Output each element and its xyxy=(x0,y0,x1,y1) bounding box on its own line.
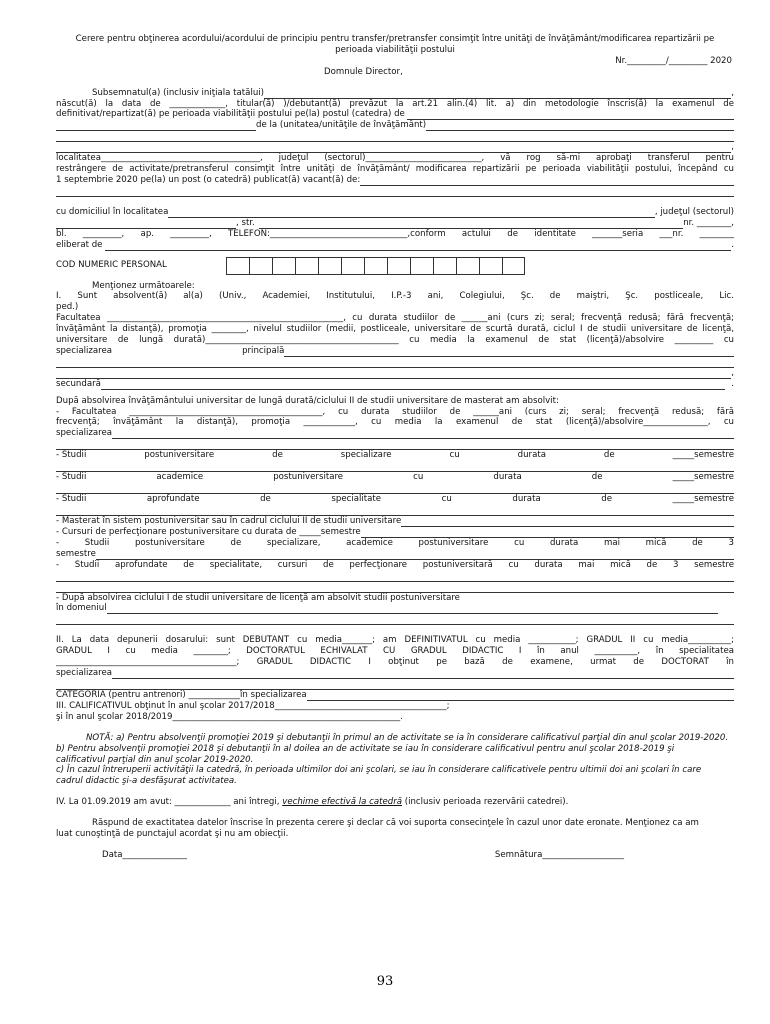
contact-line: bl. _________, ap. _________, TELEFON:________________________________,conform actului de identitate _______seria ___nr. ________ xyxy=(56,228,734,239)
note-c: c) În cazul întreruperii activităţii la catedră, în perioada ultimilor doi ani şcolari, se iau în considerare calificativele pentru ultimii doi ani şcolari în care xyxy=(56,765,702,776)
page-number: 93 xyxy=(376,974,394,989)
blank-line[interactable] xyxy=(56,357,734,368)
date-field[interactable]: Data_______________ xyxy=(102,849,187,860)
faculty-line-2: învăţământ la distanţă), promoţia ________, nivelul studiilor (medii, postliceale, universitare de scurtă durată, ciclul I de studii universitare de licenţă, xyxy=(56,324,734,335)
master-system-field[interactable] xyxy=(401,517,734,527)
domicile-county-field[interactable] xyxy=(56,219,236,229)
grades-line: II. La data depunerii dosarului: sunt DEBUTANT cu media_______; am DEFINITIVATUL cu media ___________; GRADUL II cu media__________; xyxy=(56,635,734,646)
domicile-locality-label: cu domiciliul în localitatea xyxy=(56,206,169,217)
masters-specialization-label: specializarea xyxy=(56,428,113,439)
blank-line[interactable] xyxy=(56,614,734,625)
postgraduate-line-end: semestre xyxy=(56,548,96,559)
vacancy-field[interactable] xyxy=(360,176,734,186)
birth-date-line: născut(ă) la data de _____________, titular(ă) )/debutant(ă) prevăzut la art.21 alin.(4) lit. a) din metodologie înscris(ă) la examenul de xyxy=(56,98,734,109)
blank-line[interactable] xyxy=(56,186,734,197)
cnp-digit-box[interactable] xyxy=(249,257,272,275)
school-field[interactable] xyxy=(426,121,734,131)
improvement-courses-field[interactable] xyxy=(361,528,734,538)
post-field[interactable] xyxy=(407,110,734,120)
blank-line[interactable] xyxy=(56,571,734,582)
cnp-digit-box[interactable] xyxy=(387,257,410,275)
start-date-line: 1 septembrie 2020 pe(la) un post (o catedră) publicat(ă) vacant(ă) de: xyxy=(56,174,361,185)
cnp-digit-box[interactable] xyxy=(433,257,456,275)
declaration-line: Răspund de exactitatea datelor înscrise în prezenta cerere şi declar că voi suporta consecinţele în cazul unor date eronate. Menţionez ca am xyxy=(92,818,699,829)
coach-category-field[interactable] xyxy=(307,691,734,701)
masters-faculty-line: - Facultatea _____________________________________________, cu durata studiilor de ______ani (curs zi; seral; frecvenţă redusă; fără xyxy=(56,406,734,417)
grades-specialization-field[interactable] xyxy=(112,669,734,679)
full-name-label: Subsemnatul(a) (inclusiv iniţiala tatălui) xyxy=(92,87,265,98)
grades-line-3: __________________________________________; GRADUL DIDACTIC I obţinut pe bază de examene, urmat de DOCTORAT în xyxy=(56,657,734,668)
school-label: de la (unitatea/unităţile de învăţământ) xyxy=(256,120,427,131)
cnp-digit-box[interactable] xyxy=(295,257,318,275)
specialization-label: specializarea xyxy=(56,345,113,356)
faculty-line-3: universitare de lungă durată)_____________________________________________ cu media la examenul de stat (licenţă)/absolvire _________ cu xyxy=(56,335,734,346)
cnp-digit-box[interactable] xyxy=(341,257,364,275)
seniority-line: IV. La 01.09.2019 am avut: _____________ ani întregi, vechime efectivă la catedră (inclusiv perioada rezervării catedrei). xyxy=(56,797,569,808)
note-b-end: calificativul parţial din anul şcolar 2019-2020. xyxy=(56,754,254,765)
full-name-field[interactable] xyxy=(264,89,731,99)
domicile-locality-field[interactable] xyxy=(168,208,654,218)
locality-line: localitatea_____________________________________, judeţul (sectorul)___________________________, vă rog să-mi aprobaţi transferul pentru xyxy=(56,153,734,164)
blank-line[interactable] xyxy=(56,461,734,472)
rating-2018-line: şi în anul şcolar 2018/2019_____________________________________________________. xyxy=(56,711,403,722)
grades-line-2: GRADUL I cu media ________; DOCTORATUL ECHIVALAT CU GRADUL DIDACTIC I în anul __________, în specialitatea xyxy=(56,646,734,657)
application-form: Cerere pentru obţinerea acordului/acordului de principiu pentru transfer/pretransfer consimţit între unităţi de învăţământ/modificarea repartizării pe perioada viabilităţii postului Nr._________/_________ 2020 Domnule Director, Subsemnatul(a) (inclusiv iniţiala tatălui) , născut(ă) la data de _____________, titular(ă) )/debutant(ă) prevăzut la art.21 alin.(4) lit. a) din metodologie înscris(ă) la examenul de definitivat/repartizat(ă) pe perioada viabilităţii postului pe(la) postul (catedra) de de la (unitatea/unităţile de învăţământ) , localitatea_____________________________________, judeţul (sectorul)___________________________, vă rog să-mi aprobaţi transferul pentru restrângere de activitate/pretransferul consimţit între unităţi de învăţământ/ modificarea repartizării pe perioada viabilităţii postului, începând cu 1 septembrie 2020 pe(la) un post (o catedră) publicat(ă) vacant(ă) de: cu domiciliul în localitatea , judeţul (sectorul) , str. nr. ________, bl. _________, ap. _________, TELEFON:________________________________,conform actului de identitate _______seria ___nr. ________ eliberat de . COD NUMERIC PERSONAL Menţionez următoarele: I. Sunt absolvent(ă) al(a) (Univ., Academiei, Institutului, I.P.-3 ani, Colegiului, Şc. de maiştri, Şc. postliceale, Lic. ped.) Facultatea _______________________________________________________, cu durata studiilor de ______ani (curs zi; seral; frecvenţă redusă; fără frecvenţă; învăţământ la distanţă), promoţia ________, nivelul studiilor (medii, postliceale, universitare de scurtă durată, ciclul I de studii universitare de licenţă, universitare de lungă durată)_____________________________________________ cu media la examenul de stat (licenţă)/absolvire _________ cu specializarea principală , secundară . După absolvirea învăţământului universitar de lungă durată/ciclului II de studii universitare de masterat am absolvit: - Facultatea _____________________________________________, cu durata studiilor de ______ani (curs zi; seral; frecvenţă redusă; fără frecvenţă; învăţământ la distanţă), promoţia ____________, cu media la examenul de stat (licenţă)/absolvire_______________, cu specializarea - Studii postuniversitare de specializare cu durata de _____semestre - Studii academice postuniversitare cu durata de _____semestre - Studii aprofundate de specialitate cu durata de _____semestre - Masterat în sistem postuniversitar sau în cadrul ciclului II de studii universitare - Cursuri de perfecţionare postuniversitare cu durata de _____semestre - Studii postuniversitare de specializare, academice postuniversitare cu durata mai mică de 3 semestre - Studii aprofundate de specialitate, cursuri de perfecţionare postuniversitară cu durata mai mică de 3 semestre - După absolvirea ciclului I de studii universitare de licenţă am absolvit studii postuniversitare în domeniul II. La data depunerii dosarului: sunt DEBUTANT cu media_______; am DEFINITIVATUL cu media ___________; GRADUL II cu media__________; GRADUL I cu media ________; DOCTORATUL ECHIVALAT CU GRADUL DIDACTIC I în anul __________, în specialitatea __________________________________________; GRADUL DIDACTIC I obţinut pe bază de examene, urmat de DOCTORAT în specializarea CATEGORIA (pentru antrenori) ____________în specializarea III. CALIFICATIVUL obţinut în anul şcolar 2017/2018________________________________________; şi în anul şcolar 2018/2019_____________________________________________________. NOTĂ: a) Pentru absolvenţii promoţiei 2019 şi debutanţii în primul an de activitate se ia în considerare calificativul parţial din anul şcolar 2019-2020. b) Pentru absolvenţii promoţiei 2018 şi debutanţii în al doilea an de activitate se iau în considerare calificativul pentru anul şcolar 2018-2019 şi calificativul parţial din anul şcolar 2019-2020. c) În cazul întreruperii activităţii la catedră, în perioada ultimilor doi ani şcolari, se iau în considerare calificativele pentru ultimii doi ani şcolari în care cadrul didactic şi-a desfăşurat activitatea. IV. La 01.09.2019 am avut: _____________ ani întregi, vechime efectivă la catedră (inclusiv perioada rezervării catedrei). Răspund de exactitatea datelor înscrise în prezenta cerere şi declar că voi suporta consecinţele în cazul unor date eronate. Menţionez ca am luat cunoştinţă de punctajul acordat şi nu am obiecţii. Data_______________ Semnătura___________________ xyxy=(56,34,734,860)
cnp-digit-box[interactable] xyxy=(364,257,387,275)
note-b: b) Pentru absolvenţii promoţiei 2018 şi debutanţii în al doilea an de activitate se iau în considerare calificativul pentru anul şcolar 2018-2019 şi xyxy=(56,743,675,754)
cnp-digit-box[interactable] xyxy=(456,257,479,275)
masters-specialization-field[interactable] xyxy=(112,429,734,439)
blank-line[interactable] xyxy=(56,369,731,379)
signature-field[interactable]: Semnătura___________________ xyxy=(494,849,624,860)
blank-line[interactable] xyxy=(56,505,734,516)
registration-number: Nr._________/_________ 2020 xyxy=(615,55,732,66)
greeting: Domnule Director, xyxy=(324,66,403,77)
rating-2017-line: III. CALIFICATIVUL obţinut în anul şcolar 2017/2018________________________________________; xyxy=(56,700,450,711)
mention-heading: Menţionez următoarele: xyxy=(92,280,195,291)
improvement-courses-label: - Cursuri de perfecţionare postuniversitare cu durata de _____semestre xyxy=(56,526,361,537)
cnp-digit-box[interactable] xyxy=(479,257,502,275)
domain-field[interactable] xyxy=(107,604,718,614)
signature-row xyxy=(56,850,734,861)
graduate-line: I. Sunt absolvent(ă) al(a) (Univ., Academiei, Institutului, I.P.-3 ani, Colegiului, Şc. de maiştri, Şc. postliceale, Lic. xyxy=(56,291,734,302)
cnp-label: COD NUMERIC PERSONAL xyxy=(56,260,167,271)
declaration-line-end: luat cunoştinţă de punctajul acordat şi nu am obiecţii. xyxy=(56,829,289,840)
blank-line[interactable] xyxy=(56,143,731,153)
postgraduate-specialization-row: - Studii postuniversitare de specializare cu durata de _____semestre xyxy=(56,450,734,461)
number-label: nr. ________, xyxy=(683,217,734,228)
post-line-label: definitivat/repartizat(ă) pe perioada viabilităţii postului pe(la) postul (catedra) de xyxy=(56,109,405,120)
domicile-county-label: , judeţul (sectorul) xyxy=(654,206,734,217)
coach-category-label: CATEGORIA (pentru antrenori) ____________în specializarea xyxy=(56,689,307,700)
note-c-end: cadrul didactic şi-a desfăşurat activitatea. xyxy=(56,776,237,787)
faculty-line: Facultatea _______________________________________________________, cu durata studiilor de ______ani (curs zi; seral; frecvenţă redusă; fără frecvenţă; xyxy=(56,313,734,324)
transfer-request-line: restrângere de activitate/pretransferul consimţit între unităţi de învăţământ/ modificarea repartizării pe perioada viabilităţii postului, începând cu xyxy=(56,164,734,175)
cnp-digit-box[interactable] xyxy=(410,257,433,275)
note-a: NOTĂ: a) Pentru absolvenţii promoţiei 2019 şi debutanţii în primul an de activitate se ia în considerare calificativul parţial din anul şcolar 2019-2020. xyxy=(86,732,729,743)
cnp-row xyxy=(56,257,734,275)
cnp-digit-box[interactable] xyxy=(318,257,341,275)
form-title-line2: perioada viabilităţii postului xyxy=(335,44,455,55)
cnp-digit-box[interactable] xyxy=(226,257,249,275)
postgraduate-line: - Studii postuniversitare de specializare, academice postuniversitare cu durata mai mică de 3 xyxy=(56,537,734,548)
secondary-specialization-label: secundară xyxy=(56,378,101,389)
advanced-courses-line: - Studii aprofundate de specialitate, cursuri de perfecţionare postuniversitară cu durata mai mică de 3 semestre xyxy=(56,559,734,570)
blank-line[interactable] xyxy=(56,439,734,450)
master-system-label: - Masterat în sistem postuniversitar sau în cadrul ciclului II de studii universitare xyxy=(56,516,402,526)
school-prefix-field[interactable] xyxy=(56,121,256,131)
blank-line[interactable] xyxy=(56,131,734,142)
academic-postgraduate-row: - Studii academice postuniversitare cu durata de _____semestre xyxy=(56,472,734,483)
blank-line[interactable] xyxy=(56,483,734,494)
street-field[interactable] xyxy=(259,219,683,229)
grades-specialization-label: specializarea xyxy=(56,668,113,679)
main-specialization-label: principală xyxy=(242,345,285,356)
issued-by-field[interactable] xyxy=(105,241,731,251)
form-title-line1: Cerere pentru obţinerea acordului/acordului de principiu pentru transfer/pretransfer consimţit între unităţi de învăţământ/modificarea repartizării pe xyxy=(75,34,715,44)
cnp-digit-box[interactable] xyxy=(272,257,295,275)
postgraduate-field[interactable] xyxy=(96,550,734,560)
main-specialization-field[interactable] xyxy=(284,347,734,357)
advanced-studies-row: - Studii aprofundate de specialitate cu durata de _____semestre xyxy=(56,494,734,505)
graduate-line-end: ped.) xyxy=(56,302,79,313)
domain-label: în domeniul xyxy=(56,603,107,614)
blank-line[interactable] xyxy=(56,582,734,593)
masters-heading: După absolvirea învăţământului universitar de lungă durată/ciclului II de studii universitare de masterat am absolvit: xyxy=(56,395,559,406)
issued-by-label: eliberat de xyxy=(56,239,103,250)
street-label: , str. xyxy=(236,217,255,228)
blank-line[interactable] xyxy=(56,679,734,690)
cnp-digit-box[interactable] xyxy=(502,257,525,275)
masters-faculty-line-2: frecvenţă; învăţământ la distanţă), promoţia ____________, cu media la examenul de stat (licenţă)/absolvire_______________, cu xyxy=(56,417,734,428)
secondary-specialization-field[interactable] xyxy=(101,380,725,390)
bachelor-postgraduate-line: - După absolvirea ciclului I de studii universitare de licenţă am absolvit studii postuniversitare xyxy=(56,592,460,603)
seniority-emphasis: vechime efectivă la catedră xyxy=(282,797,403,808)
